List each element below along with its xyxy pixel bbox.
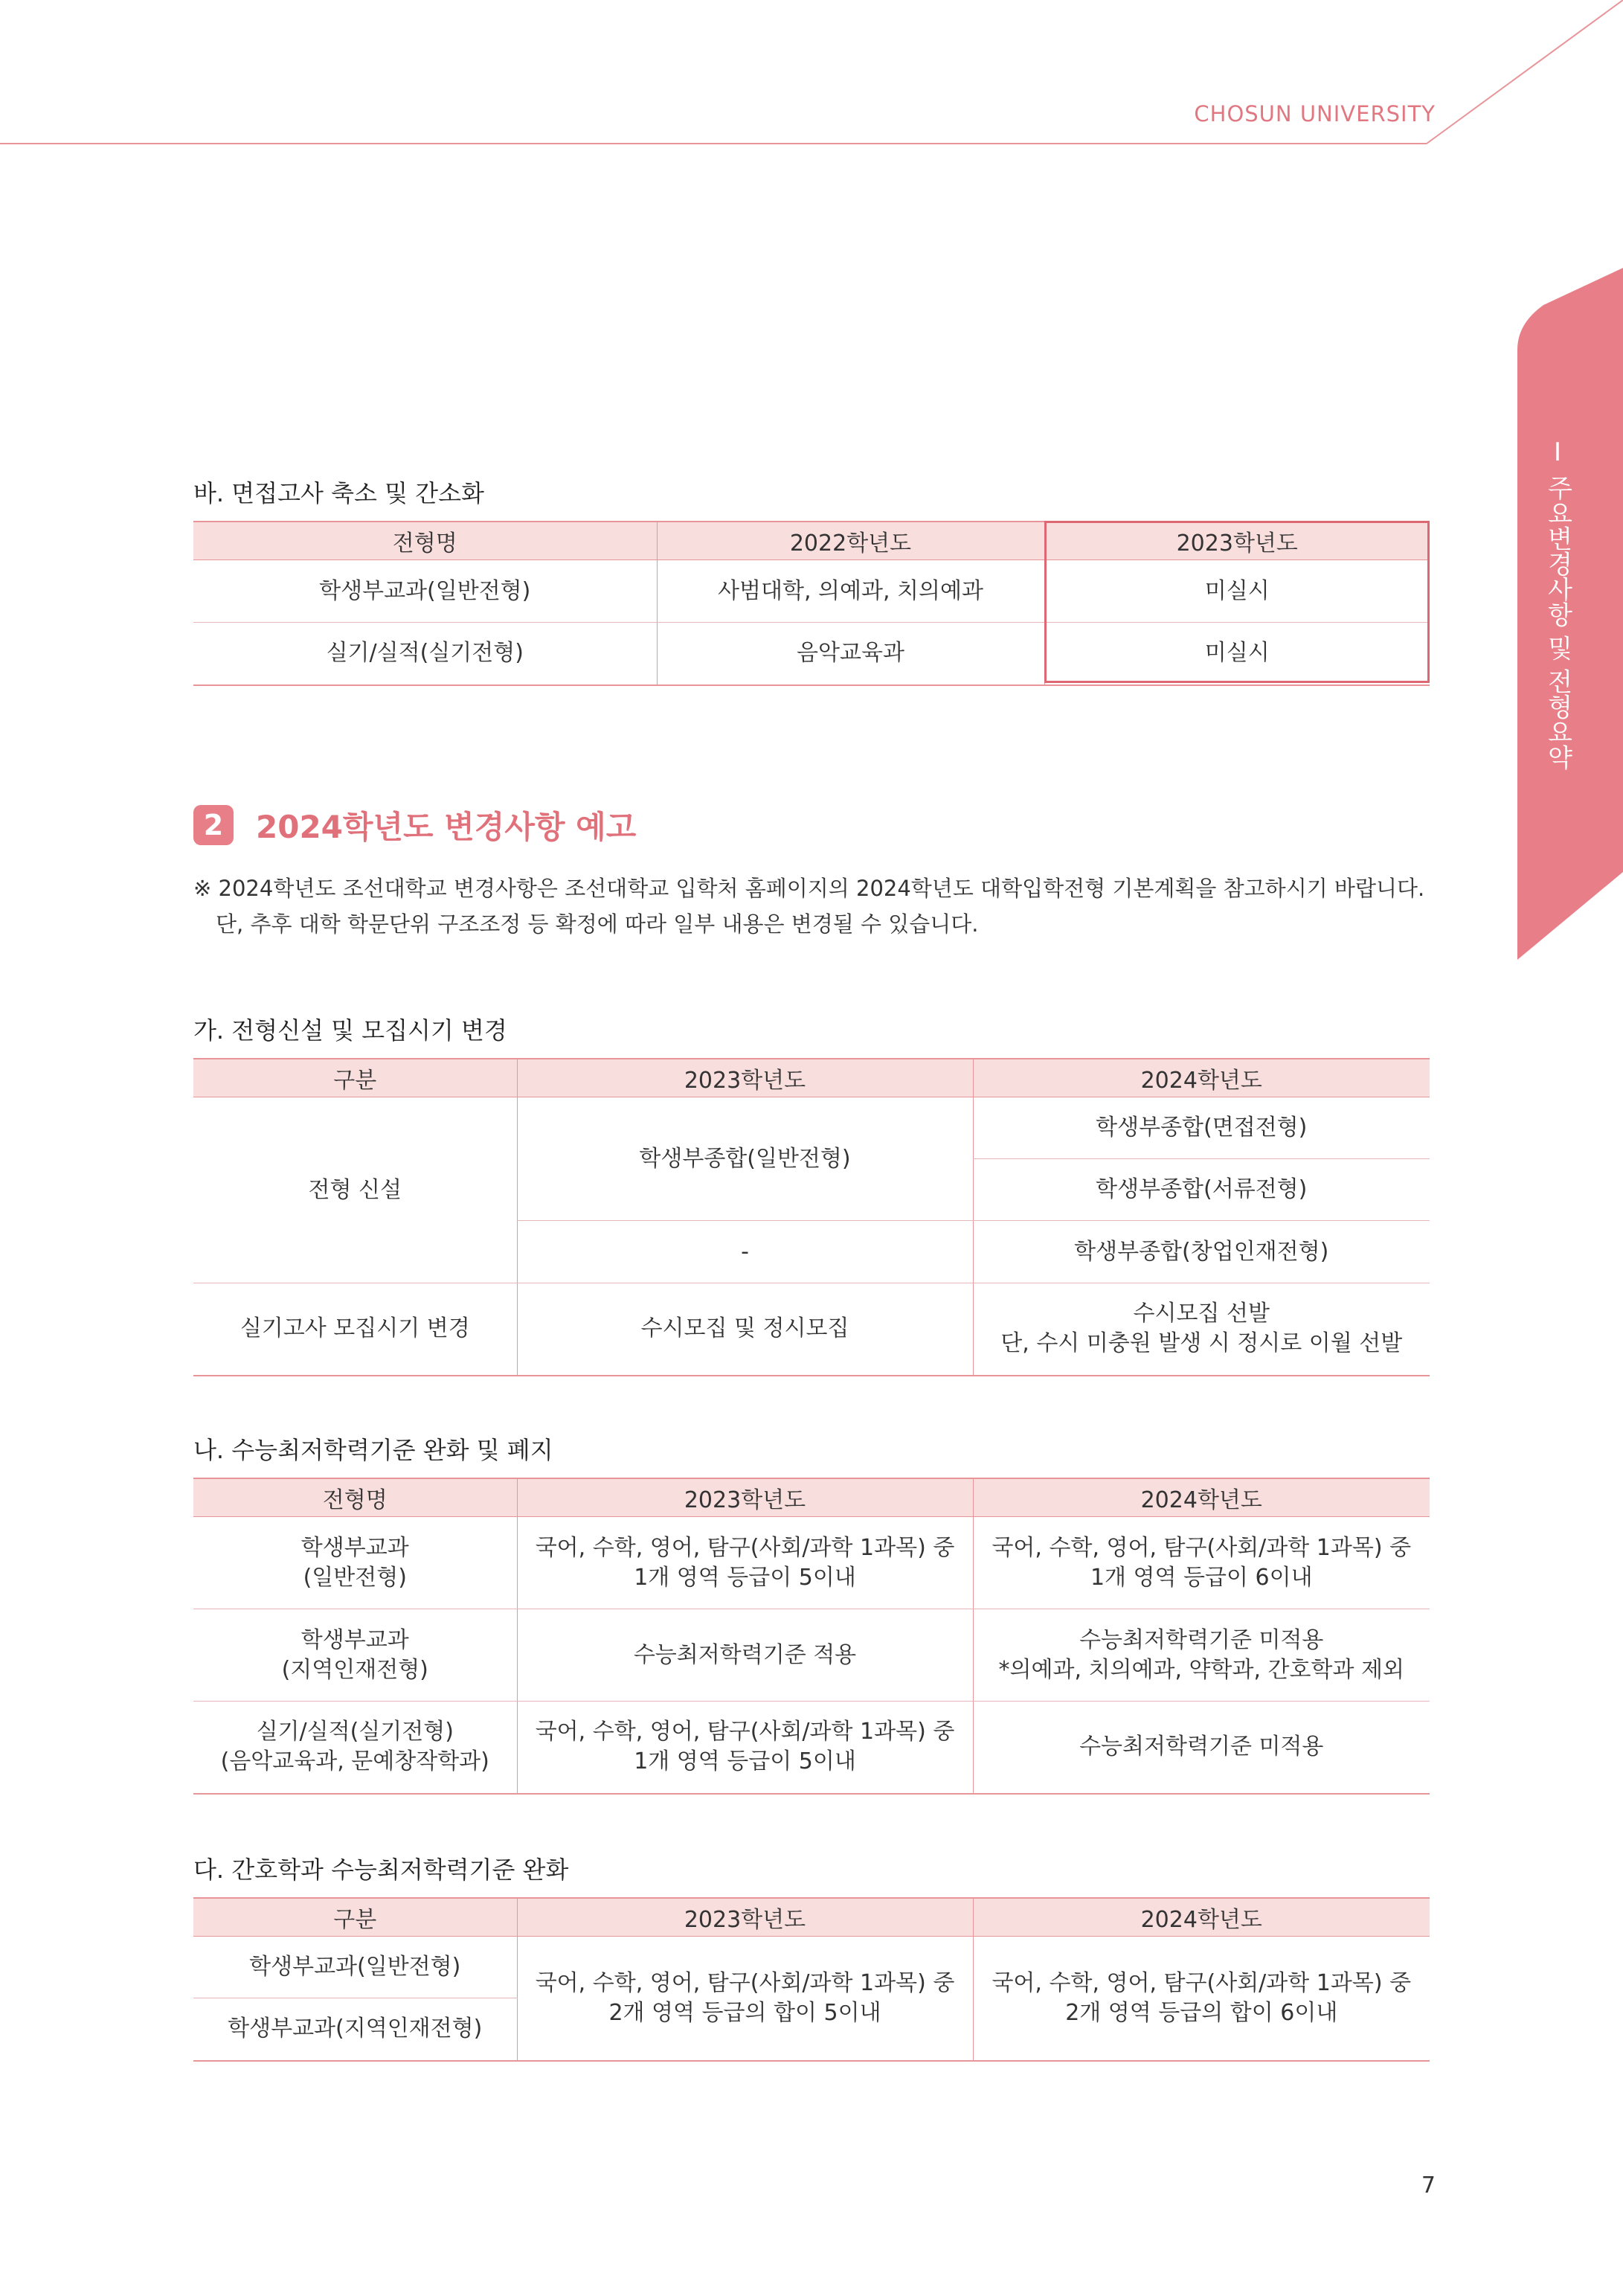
table-cell: 실기/실적(실기전형) [193,623,657,685]
header-rule [0,0,1623,149]
col-header: 2024학년도 [973,1059,1430,1097]
cell-line: 1개 영역 등급이 6이내 [1090,1564,1313,1591]
cell-line: 국어, 수학, 영어, 탐구(사회/과학 1과목) 중 [535,1719,955,1745]
page-number: 7 [1421,2172,1436,2199]
col-header: 2024학년도 [973,1898,1430,1937]
table-row [193,1283,1430,1376]
table-row [193,1097,1430,1159]
table-header-row [193,1059,1430,1097]
section-da-title: 다. 간호학과 수능최저학력기준 완화 [193,1856,569,1884]
cell-line: 수시모집 선발 [1133,1301,1270,1327]
cell-line: (음악교육과, 문예창작학과) [220,1748,489,1775]
table-header-row [193,1478,1430,1517]
nursing-table [193,1897,1430,2062]
table-row [193,1702,1430,1794]
col-header: 2023학년도 [517,1059,973,1097]
admission-change-table [193,1058,1430,1376]
cell-line: 실기/실적(실기전형) [256,1719,454,1745]
table-cell [517,1609,973,1702]
cell-line: *의예과, 치의예과, 약학과, 간호학과 제외 [998,1656,1404,1683]
table-cell: 미실시 [1044,623,1430,685]
col-header: 2023학년도 [1044,522,1430,560]
section-ga-title: 가. 전형신설 및 모집시기 변경 [193,1016,507,1045]
section-na-title: 나. 수능최저학력기준 완화 및 폐지 [193,1436,553,1464]
table-cell [517,1517,973,1609]
col-header: 2022학년도 [657,522,1044,560]
highlight-box [1044,521,1430,683]
cell-line: 수능최저학력기준 미적용 [1079,1734,1324,1760]
row-label [193,1702,517,1794]
section-ba-title: 바. 면접고사 축소 및 간소화 [193,479,484,507]
cell-line: 1개 영역 등급이 5이내 [634,1564,856,1591]
table-cell: 음악교육과 [657,623,1044,685]
table-cell: 수시모집 및 정시모집 [517,1283,973,1376]
header-university: CHOSUN UNIVERSITY [1194,101,1436,126]
col-header: 구분 [193,1059,517,1097]
table-cell [973,1609,1430,1702]
row-label: 전형 신설 [193,1097,517,1283]
cell-line: 단, 수시 미충원 발생 시 정시로 이월 선발 [1000,1330,1403,1357]
col-header: 구분 [193,1898,517,1937]
cell-line: 2개 영역 등급의 합이 5이내 [608,1999,881,2026]
table-cell [517,1702,973,1794]
table-cell: 학생부종합(창업인재전형) [973,1221,1430,1283]
row-label: 학생부교과(지역인재전형) [193,1998,517,2061]
row-label: 실기고사 모집시기 변경 [193,1283,517,1376]
table-cell: 사범대학, 의예과, 치의예과 [657,560,1044,623]
col-header: 2023학년도 [517,1478,973,1517]
cell-line: 학생부교과 [301,1626,409,1653]
section-number-badge: 2 [193,805,234,845]
cell-line: 수능최저학력기준 적용 [633,1641,857,1668]
table-header-row [193,1898,1430,1937]
cell-line: 국어, 수학, 영어, 탐구(사회/과학 1과목) 중 [992,1969,1412,1996]
col-header: 2024학년도 [973,1478,1430,1517]
table-cell [973,1702,1430,1794]
col-header: 전형명 [193,522,657,560]
cell-line: 국어, 수학, 영어, 탐구(사회/과학 1과목) 중 [535,1969,955,1996]
table-cell [973,1283,1430,1376]
cell-line: 국어, 수학, 영어, 탐구(사회/과학 1과목) 중 [535,1534,955,1561]
suneung-minimum-table [193,1478,1430,1795]
cell-line: 2개 영역 등급의 합이 6이내 [1065,1999,1338,2026]
table-row [193,1937,1430,1998]
row-label: 학생부교과(일반전형) [193,1937,517,1998]
table-row [193,1609,1430,1702]
cell-line: 국어, 수학, 영어, 탐구(사회/과학 1과목) 중 [992,1534,1412,1561]
cell-line: 학생부교과 [301,1534,409,1561]
section-2-title: 2024학년도 변경사항 예고 [256,809,637,845]
col-header: 2023학년도 [517,1898,973,1937]
cell-line: 수능최저학력기준 미적용 [1079,1626,1324,1653]
table-cell [517,1937,973,2061]
cell-line: 1개 영역 등급이 5이내 [634,1748,856,1775]
col-header: 전형명 [193,1478,517,1517]
table-cell [973,1517,1430,1609]
table-cell: 학생부종합(면접전형) [973,1097,1430,1159]
table-cell: - [517,1221,973,1283]
notice-line-1: ※ 2024학년도 조선대학교 변경사항은 조선대학교 입학처 홈페이지의 2024학년도 대학입학전형 기본계획을 참고하시기 바랍니다. [193,876,1425,901]
row-label [193,1609,517,1702]
table-row [193,1517,1430,1609]
table-cell: 학생부종합(일반전형) [517,1097,973,1221]
cell-line: (지역인재전형) [281,1656,428,1683]
cell-line: (일반전형) [303,1564,407,1591]
table-cell: 학생부교과(일반전형) [193,560,657,623]
table-cell [973,1937,1430,2061]
row-label [193,1517,517,1609]
table-cell: 학생부종합(서류전형) [973,1159,1430,1221]
side-tab-label: Ⅰ 주요변경사항 및 전형요약 [1543,437,1572,770]
notice-line-2: 단, 추후 대학 학문단위 구조조정 등 확정에 따라 일부 내용은 변경될 수 있습니다. [216,911,979,937]
table-cell: 미실시 [1044,560,1430,623]
